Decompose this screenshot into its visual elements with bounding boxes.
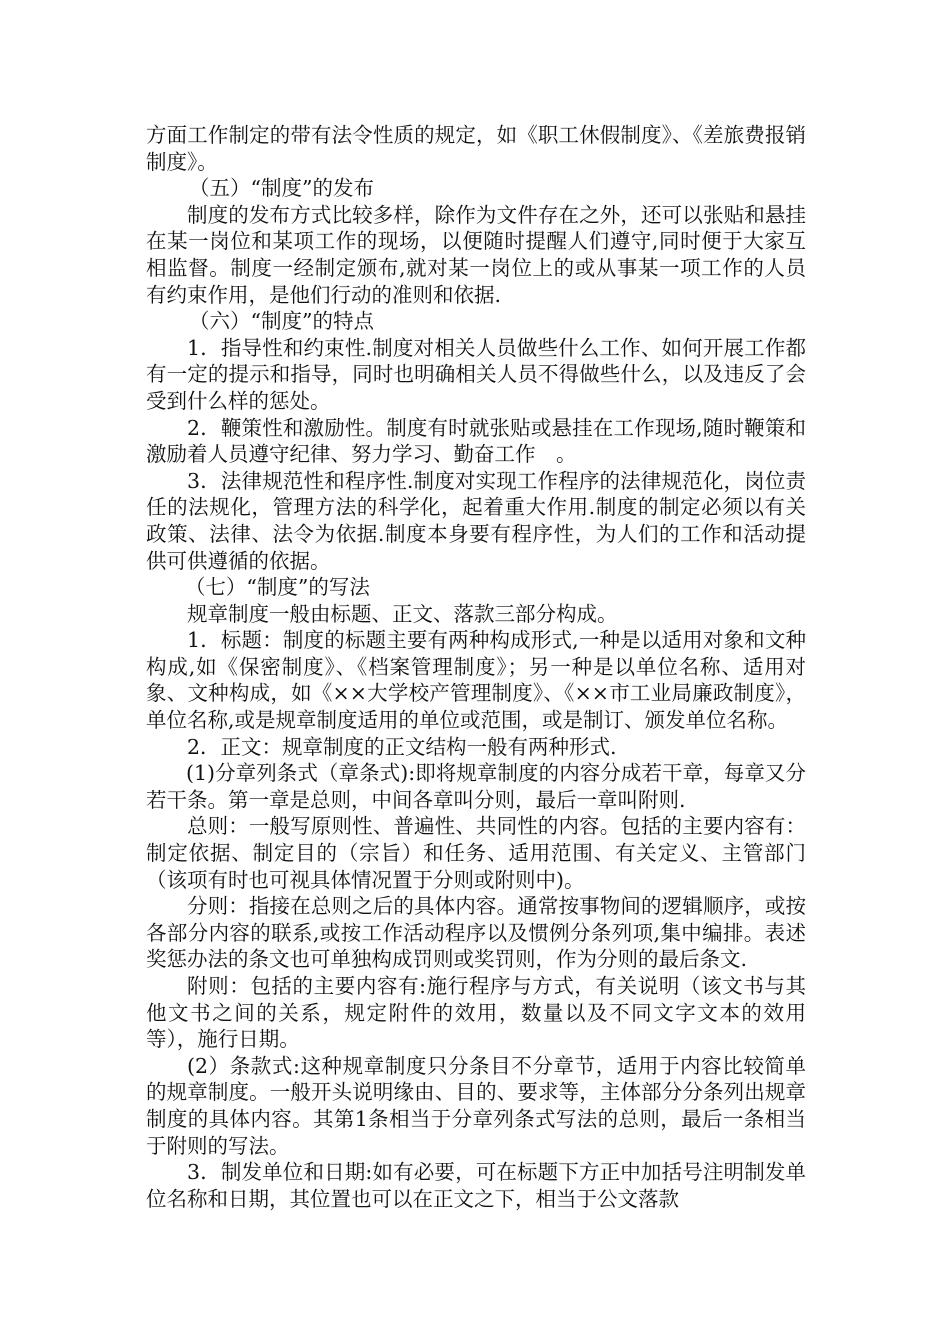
paragraph-specific-provisions: 分则：指接在总则之后的具体内容。通常按事物间的逻辑顺序，或按各部分内容的联系,或按工作活动程序以及惯例分条列项,集中编排。表述奖惩办法的条文也可单独构成罚则或奖罚则，作为分则的最后条文.: [146, 894, 806, 972]
paragraph-general-provisions: 总则：一般写原则性、普遍性、共同性的内容。包括的主要内容有：制定依据、制定目的（宗旨）和任务、适用范围、有关定义、主管部门（该项有时也可视具体情况置于分则或附则中)。: [146, 814, 806, 892]
paragraph-article-style: (2）条款式:这种规章制度只分条目不分章节，适用于内容比较简单的规章制度。一般开头说明缘由、目的、要求等，主体部分分条列出规章制度的具体内容。其第1条相当于分章列条式写法的总则，最后一条相当于附则的写法。: [146, 1053, 806, 1158]
paragraph-feature-3: 3．法律规范性和程序性.制度对实现工作程序的法律规范化，岗位责任的法规化，管理方法的科学化，起着重大作用.制度的制定必须以有关政策、法律、法令为依据.制度本身要有程序性，为人们的工作和活动提供可供遵循的依据。: [146, 468, 806, 573]
section-heading-publication: （五）“制度”的发布: [189, 176, 375, 201]
paragraph-body-intro: 2．正文：规章制度的正文结构一般有两种形式.: [187, 734, 617, 759]
section-heading-features: （六）“制度”的特点: [189, 309, 375, 334]
paragraph-supplementary-provisions: 附则：包括的主要内容有:施行程序与方式，有关说明（该文书与其他文书之间的关系，规定附件的效用，数量以及不同文字文本的效用等），施行日期。: [146, 974, 806, 1052]
paragraph-feature-2: 2．鞭策性和激励性。制度有时就张贴或悬挂在工作现场,随时鞭策和激励着人员遵守纪律、努力学习、勤奋工作 。: [146, 415, 806, 467]
paragraph-continuation: 方面工作制定的带有法令性质的规定，如《职工休假制度》、《差旅费报销制度》。: [146, 123, 806, 174]
paragraph-writing-intro: 规章制度一般由标题、正文、落款三部分构成。: [187, 601, 618, 626]
paragraph-chapter-style: (1)分章列条式（章条式):即将规章制度的内容分成若干章，每章又分若干条。第一章是总则，中间各章叫分则，最后一章叫附则.: [146, 761, 806, 812]
paragraph-title: 1．标题：制度的标题主要有两种构成形式,一种是以适用对象和文种构成,如《保密制度》、《档案管理制度》；另一种是以单位名称、适用对象、文种构成，如《××大学校产管理制度》、《××市工业局廉政制度》，单位名称,或是规章制度适用的单位或范围，或是制订、颁发单位名称。: [146, 628, 806, 733]
paragraph-feature-1: 1．指导性和约束性.制度对相关人员做些什么工作、如何开展工作都有一定的提示和指导，同时也明确相关人员不得做些什么，以及违反了会受到什么样的惩处。: [146, 335, 806, 413]
document-body: [146, 122, 806, 1212]
paragraph-publication: 制度的发布方式比较多样，除作为文件存在之外，还可以张贴和悬挂在某一岗位和某项工作的现场，以便随时提醒人们遵守,同时便于大家互相监督。制度一经制定颁布,就对某一岗位上的或从事某一项工作的人员有约束作用，是他们行动的准则和依据.: [146, 202, 806, 307]
section-heading-writing: （七）“制度”的写法: [184, 575, 370, 600]
paragraph-issuer-date: 3．制发单位和日期:如有必要，可在标题下方正中加括号注明制发单位名称和日期，其位置也可以在正文之下，相当于公文落款: [146, 1160, 806, 1211]
